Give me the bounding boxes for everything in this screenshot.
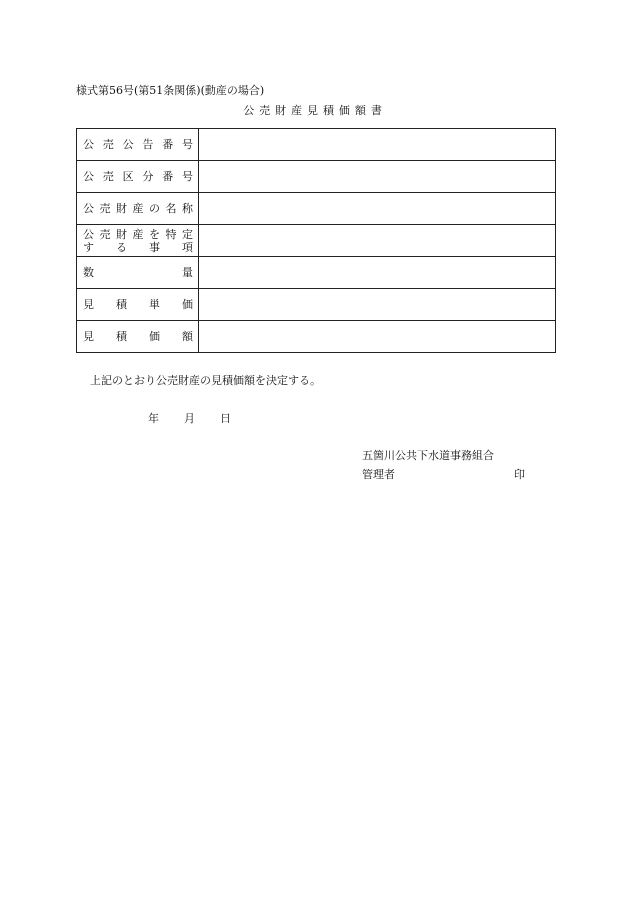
table-row [77, 193, 556, 225]
table-row [77, 257, 556, 289]
form-number: 様式第56号(第51条関係)(動産の場合) [76, 84, 265, 97]
table-row [77, 289, 556, 321]
table-row [77, 321, 556, 353]
table-row [77, 129, 556, 161]
date-year-label: 年 [148, 412, 159, 425]
value-cell-unit-estimate [199, 289, 556, 321]
row-label-auction-category-number: 公売区分番号 [83, 169, 193, 183]
row-label-property-identification [83, 228, 193, 254]
decision-statement: 上記のとおり公売財産の見積価額を決定する。 [90, 374, 321, 387]
manager-label: 管理者 [362, 468, 395, 481]
row-label-line-1: 公売財産を特定 [83, 227, 193, 241]
estimate-table [76, 128, 556, 353]
label-cell [77, 257, 199, 289]
table-row [77, 225, 556, 257]
label-cell [77, 321, 199, 353]
table-row [77, 161, 556, 193]
row-label-unit-estimate: 見積単価 [83, 297, 193, 311]
row-label-property-name: 公売財産の名称 [83, 201, 193, 215]
value-cell-property-identification [199, 225, 556, 257]
value-cell-estimated-price [199, 321, 556, 353]
value-cell-property-name [199, 193, 556, 225]
date-month-label: 月 [184, 412, 195, 425]
value-cell-auction-notice-number [199, 129, 556, 161]
row-label-estimated-price: 見積価額 [83, 329, 193, 343]
label-cell [77, 193, 199, 225]
label-cell [77, 129, 199, 161]
date-day-label: 日 [220, 412, 231, 425]
row-label-line-2: する事項 [83, 240, 193, 254]
value-cell-auction-category-number [199, 161, 556, 193]
row-label-quantity: 数量 [83, 265, 193, 279]
label-cell [77, 289, 199, 321]
seal-mark: 印 [514, 468, 525, 481]
row-label-auction-notice-number: 公売公告番号 [83, 137, 193, 151]
organization-name: 五箇川公共下水道事務組合 [362, 449, 494, 462]
label-cell [77, 225, 199, 257]
document-title: 公売財産見積価額書 [243, 104, 387, 117]
label-cell [77, 161, 199, 193]
value-cell-quantity [199, 257, 556, 289]
